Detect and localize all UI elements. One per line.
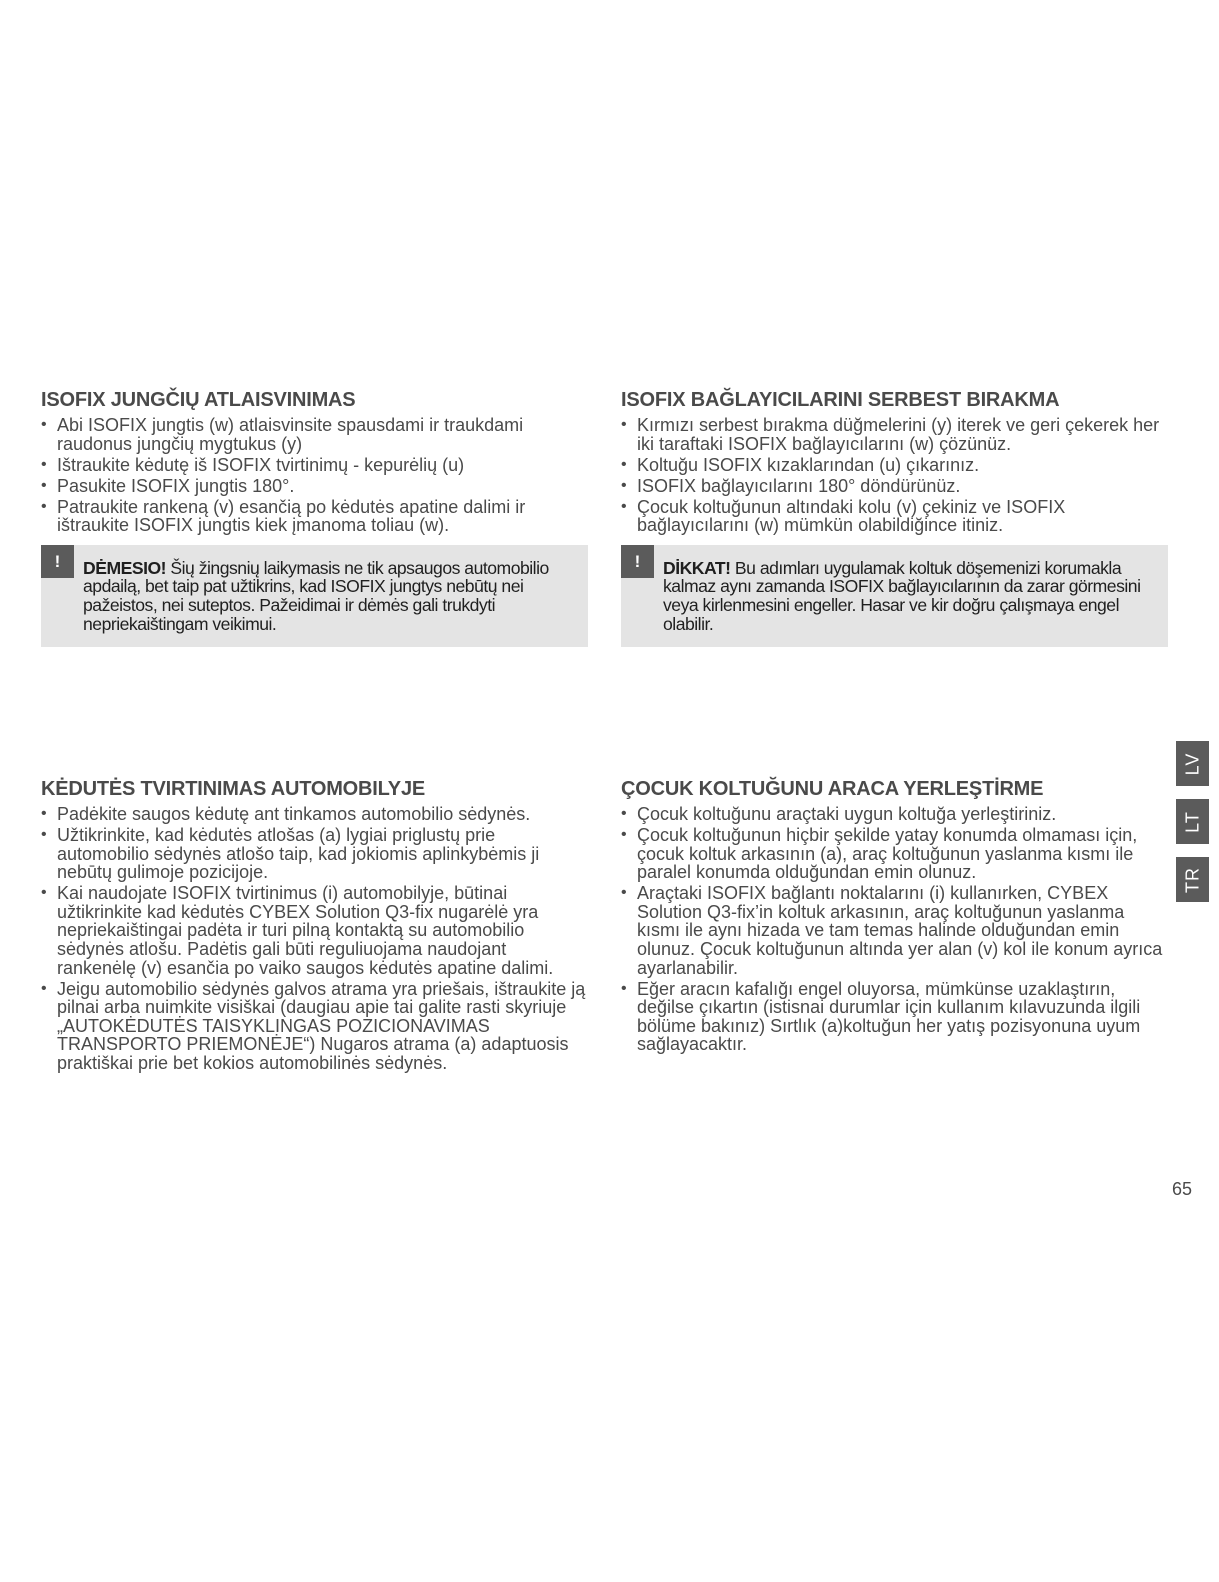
list-item: • Çocuk koltuğunun hiçbir şekilde yatay konumda olmaması için, çocuk koltuk arkasının (a), araç koltuğunun yaslanma kısmı ile paralel konumda olduğundan emin olunuz. [621,826,1169,882]
lt-warning-title: DĖMESIO! [83,557,166,578]
tr-install-section [621,777,1169,1056]
tr-warning-box [621,545,1168,647]
lang-tab-label: LV [1182,752,1202,775]
lang-tab-lt[interactable] [1176,799,1209,844]
lt-install-section [41,777,589,1075]
tr-warning-text [663,559,1150,633]
tr-release-list [621,416,1169,535]
lt-warning-box [41,545,588,647]
tr-warning-title: DİKKAT! [663,557,731,578]
lang-tab-label: LT [1182,810,1202,833]
list-item: • Koltuğu ISOFIX kızaklarından (u) çıkarınız. [621,456,1169,475]
list-item: • Padėkite saugos kėdutę ant tinkamos automobilio sėdynės. [41,805,589,824]
warning-icon: ! [621,545,654,578]
lt-release-heading: ISOFIX JUNGČIŲ ATLAISVINIMAS [41,389,356,411]
list-item: • Çocuk koltuğunun altındaki kolu (v) çekiniz ve ISOFIX bağlayıcılarını (w) mümkün olabildiğince itiniz. [621,498,1169,535]
list-item: • Eğer aracın kafalığı engel oluyorsa, mümkünse uzaklaştırın, değilse çıkartın (istisnai durumlar için kullanım kılavuzunda ilgili bölüme bakınız) Sırtlık (a)koltuğun her yatış pozisyonuna uyum sağlayacaktır. [621,980,1169,1054]
list-item: • Araçtaki ISOFIX bağlantı noktalarını (i) kullanırken, CYBEX Solution Q3-fix’in koltuk arkasının, araç koltuğunun yaslanma kısmı ile aynı hizada ve tam temas halinde olduğundan emin olunuz. Çocuk koltuğunun altında yer alan (v) kol ile konum ayrıca ayarlanabilir. [621,884,1169,977]
list-item: • Çocuk koltuğunu araçtaki uygun koltuğa yerleştiriniz. [621,805,1169,824]
lang-tab-lv[interactable] [1176,741,1209,786]
page-number: 65 [1172,1179,1193,1199]
list-item: • Užtikrinkite, kad kėdutės atlošas (a) lygiai priglustų prie automobilio sėdynės atlošo taip, kad jokiomis aplinkybėmis ji nebūtų gulimoje pozicijoje. [41,826,589,882]
warning-icon: ! [41,545,74,578]
tr-install-heading: ÇOCUK KOLTUĞUNU ARACA YERLEŞTİRME [621,778,1044,800]
lt-warning-text [83,559,570,633]
list-item: • Kırmızı serbest bırakma düğmelerini (y) iterek ve geri çekerek her iki taraftaki ISOFIX bağlayıcılarını (w) çözünüz. [621,416,1169,453]
list-item: • Abi ISOFIX jungtis (w) atlaisvinsite spausdami ir traukdami raudonus jungčių mygtukus (y) [41,416,589,453]
list-item: • Pasukite ISOFIX jungtis 180°. [41,477,589,496]
lt-install-heading: KĖDUTĖS TVIRTINIMAS AUTOMOBILYJE [41,778,426,800]
lt-warning-body: Šių žingsnių laikymasis ne tik apsaugos automobilio apdailą, bet taip pat užtikrins, kad ISOFIX jungtys nebūtų nei pažeistos, nei suteptos. Pažeidimai ir dėmės gali trukdyti nepriekaištingam veikimui. [83,557,549,634]
tr-warning-body: Bu adımları uygulamak koltuk döşemenizi korumakla kalmaz aynı zamanda ISOFIX bağlayıcılarının da zarar görmesini veya kirlenmesini engeller. Hasar ve kir doğru çalışmaya engel olabilir. [663,557,1141,634]
lt-release-section [41,388,589,647]
lang-tab-tr[interactable] [1176,857,1209,902]
list-item: • Ištraukite kėdutę iš ISOFIX tvirtinimų - kepurėlių (u) [41,456,589,475]
list-item: • Patraukite rankeną (v) esančią po kėdutės apatine dalimi ir ištraukite ISOFIX jungtis kiek įmanoma toliau (w). [41,498,589,535]
lt-install-list [41,805,589,1072]
list-item: • ISOFIX bağlayıcılarını 180° döndürünüz. [621,477,1169,496]
lang-tab-label: TR [1182,866,1202,893]
tr-release-section [621,388,1169,647]
list-item: • Jeigu automobilio sėdynės galvos atrama yra priešais, ištraukite ją pilnai arba nuimkite visiškai (daugiau apie tai galite rasti skyriuje „AUTOKĖDUTĖS TAISYKLINGAS POZICIONAVIMAS TRANSPORTO PRIEMONĖJE“) Nugaros atrama (a) adaptuosis praktiškai prie bet kokios automobilinės sėdynės. [41,980,589,1073]
tr-release-heading: ISOFIX BAĞLAYICILARINI SERBEST BIRAKMA [621,389,1060,411]
list-item: • Kai naudojate ISOFIX tvirtinimus (i) automobilyje, būtinai užtikrinkite kad kėdutės CYBEX Solution Q3-fix nugarėlė yra nepriekaištingai padėta ir turi pilną kontaktą su automobilio sėdynės atlošu. Padėtis gali būti reguliuojama naudojant rankenėlę (v) esančia po vaiko saugos kėdutės apatine dalimi. [41,884,589,977]
language-tabs [1176,741,1209,915]
lt-release-list [41,416,589,535]
tr-install-list [621,805,1169,1054]
